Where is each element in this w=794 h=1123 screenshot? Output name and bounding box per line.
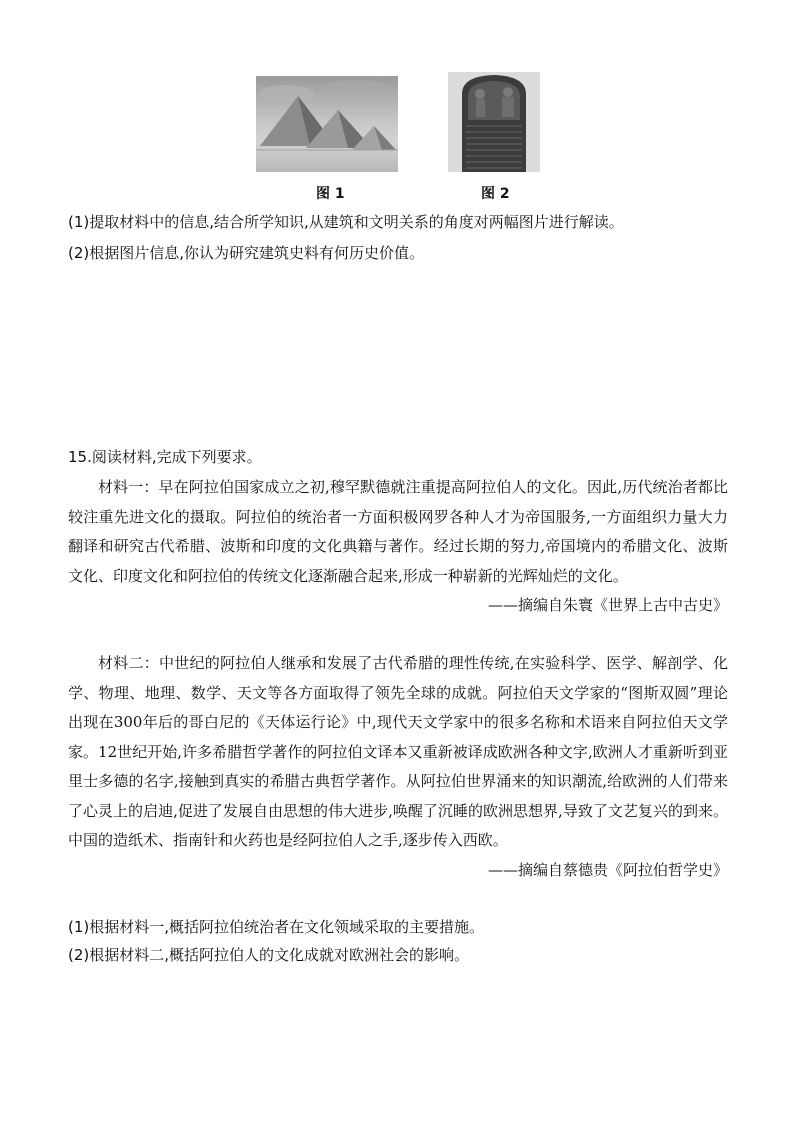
material-2-text: 材料二：中世纪的阿拉伯人继承和发展了古代希腊的理性传统,在实验科学、医学、解剖学、化学、物理、地理、数学、天文等各方面取得了领先全球的成就。阿拉伯天文学家的“图斯双圆”理论出现在300年后的哥白尼的《天体运行论》中,现代天文学家中的很多名称和术语来自阿拉伯天文学家。12世纪开始,许多希腊哲学著作的阿拉伯文译本又重新被译成欧洲各种文字,欧洲人才重新听到亚里士多德的名字,接触到真实的希腊古典哲学著作。从阿拉伯世界涌来的知识潮流,给欧洲的人们带来了心灵上的启迪,促进了发展自由思想的伟大进步,唤醒了沉睡的欧洲思想界,导致了文艺复兴的到来。中国的造纸术、指南针和火药也是经阿拉伯人之手,逐步传入西欧。 — [68, 654, 728, 849]
question-14-2: (2)根据图片信息,你认为研究建筑史料有何历史价值。 — [68, 244, 425, 262]
material-2-source: ——摘编自蔡德贵《阿拉伯哲学史》 — [487, 860, 728, 879]
material-2 — [68, 649, 728, 885]
question-15-2: (2)根据材料二,概括阿拉伯人的文化成就对欧洲社会的影响。 — [68, 946, 470, 964]
material-1-source: ——摘编自朱寰《世界上古中古史》 — [487, 596, 728, 614]
figure-1-caption: 图 1 — [316, 186, 345, 202]
material-1-text: 材料一：早在阿拉伯国家成立之初,穆罕默德就注重提高阿拉伯人的文化。因此,历代统治者都比较注重先进文化的摄取。阿拉伯的统治者一方面积极网罗各种人才为帝国服务,一方面组织力量大力翻译和研究古代希腊、波斯和印度的文化典籍与著作。经过长期的努力,帝国境内的希腊文化、波斯文化、印度文化和阿拉伯的传统文化逐渐融合起来,形成一种崭新的光辉灿烂的文化。 — [68, 478, 728, 585]
pyramids-photo — [256, 76, 398, 172]
question-14-1: (1)提取材料中的信息,结合所学知识,从建筑和文明关系的角度对两幅图片进行解读。 — [68, 213, 624, 231]
material-1 — [68, 473, 728, 621]
question-15-heading: 15.阅读材料,完成下列要求。 — [68, 448, 262, 466]
figure-2-caption: 图 2 — [481, 186, 510, 202]
stele-photo — [448, 72, 540, 172]
question-15-1: (1)根据材料一,概括阿拉伯统治者在文化领域采取的主要措施。 — [68, 918, 485, 936]
